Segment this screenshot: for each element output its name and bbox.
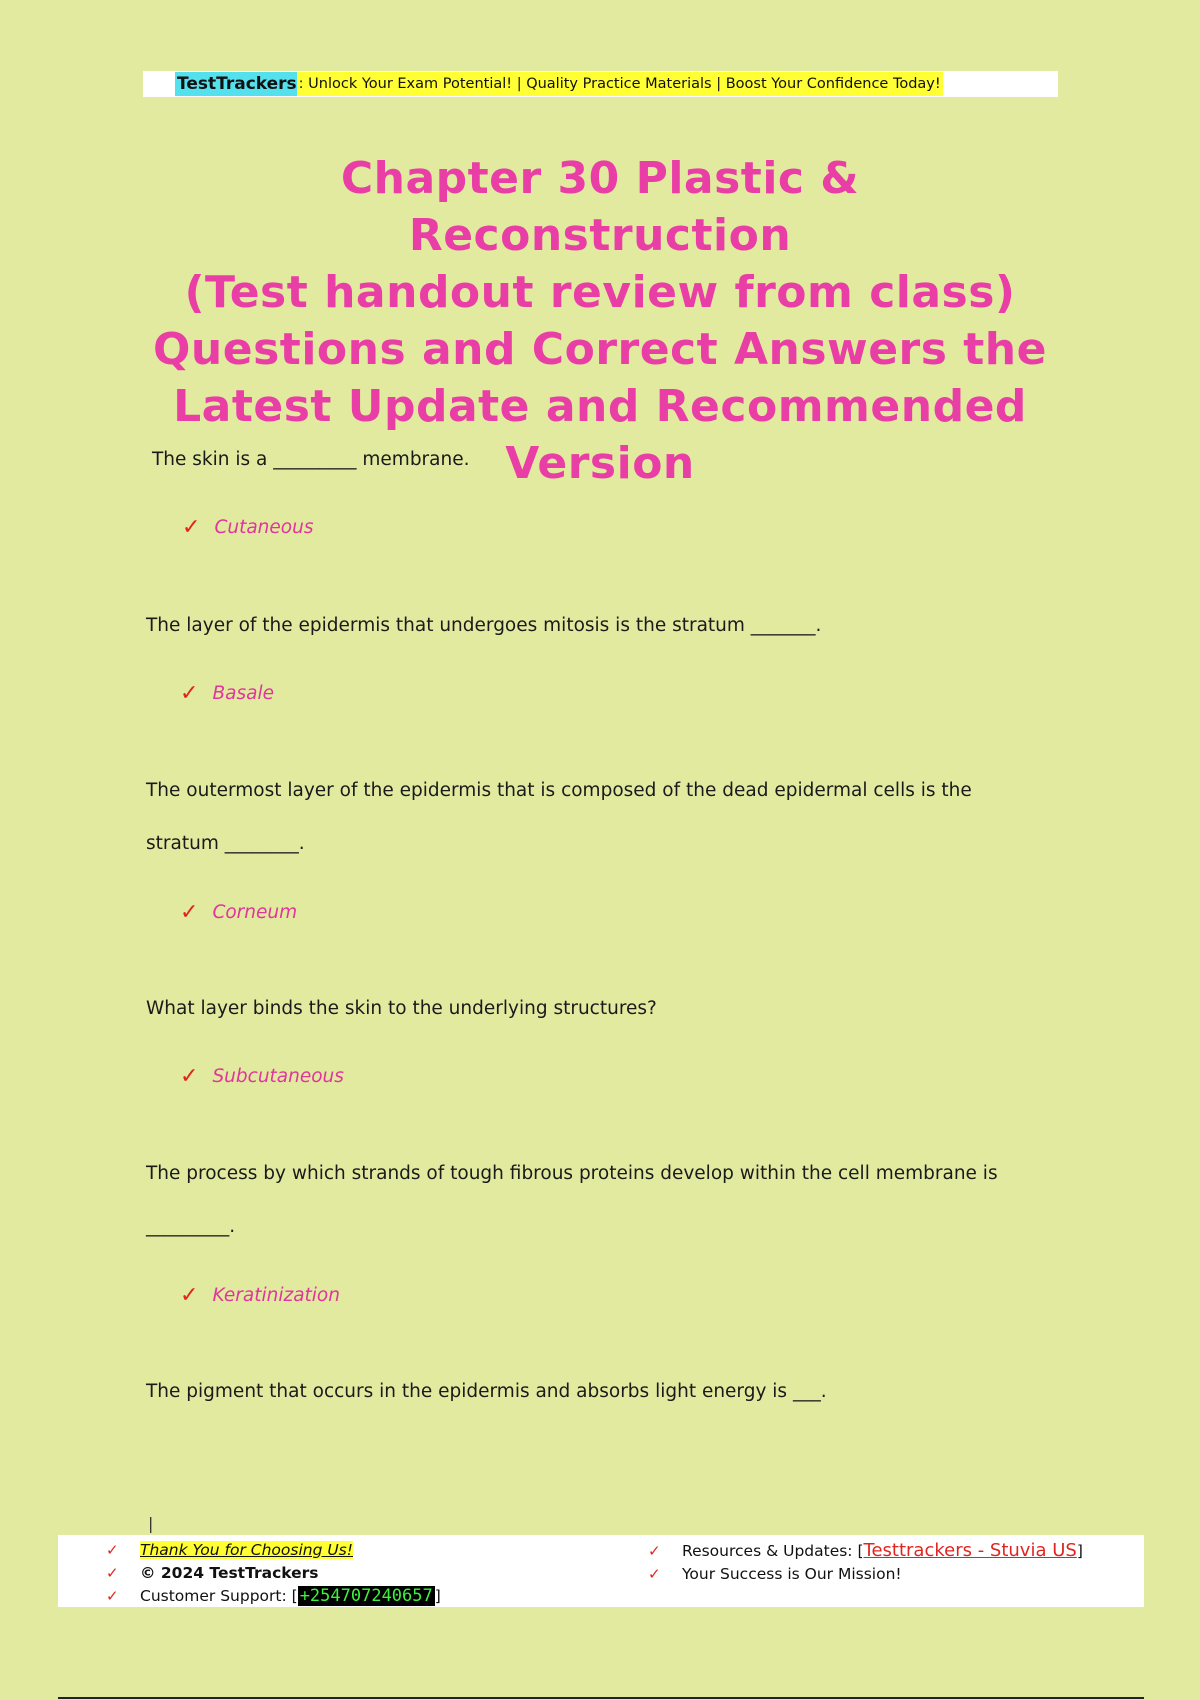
checkmark-icon: ✓ [648,1564,661,1583]
resources-close: ] [1076,1541,1083,1560]
banner-tagline: : Unlock Your Exam Potential! | Quality Practice Materials | Boost Your Confidence Today! [297,72,943,96]
checkmark-icon: ✓ [106,1563,119,1582]
checkmark-icon: ✓ [180,681,199,706]
answer-text: Corneum [212,902,298,923]
question-text: _________. [146,1216,236,1237]
title-line: Latest Update and Recommended [173,381,1027,432]
support-close: ] [434,1586,441,1605]
question-text: What layer binds the skin to the underlying structures? [146,998,657,1019]
mission-text: Your Success is Our Mission! [682,1564,902,1583]
brand-name: TestTrackers [177,74,297,94]
copyright-text: © 2024 TestTrackers [140,1563,319,1582]
title-line: Version [505,438,695,489]
footer-right [648,1539,1083,1585]
question-block [146,599,1046,706]
answer-text: Subcutaneous [212,1066,344,1087]
question-block [146,1147,1046,1308]
answer [180,681,274,706]
resources-link[interactable]: Testtrackers - Stuvia US [863,1540,1077,1561]
answer [180,1064,344,1089]
footer [58,1535,1144,1607]
checkmark-icon: ✓ [180,900,199,925]
answer-text: Cutaneous [214,517,314,538]
footer-left [106,1538,441,1607]
page-bottom-rule [58,1697,1144,1699]
question-text: stratum ________. [146,833,305,854]
support-label: Customer Support: [ [140,1586,298,1605]
question-text: The skin is a _________ membrane. [152,449,470,470]
checkmark-icon: ✓ [648,1541,661,1560]
question-block [146,982,1046,1089]
question-text: The process by which strands of tough fibrous proteins develop within the cell membrane is [146,1163,998,1184]
answer-text: Keratinization [212,1285,340,1306]
footer-row [106,1538,441,1561]
title-line: Questions and Correct Answers the [153,324,1047,375]
answer [180,1283,340,1308]
checkmark-icon: ✓ [180,1064,199,1089]
checkmark-icon: ✓ [106,1540,119,1559]
checkmark-icon: ✓ [180,1283,199,1308]
checkmark-icon: ✓ [182,515,201,540]
question-text: The pigment that occurs in the epidermis and absorbs light energy is ___. [146,1381,827,1402]
thanks-text: Thank You for Choosing Us! [140,1540,353,1559]
answer [180,900,297,925]
title-line: Chapter 30 Plastic & Reconstruction [340,153,860,261]
footer-row [106,1584,441,1607]
footer-row [648,1562,1083,1585]
support-phone[interactable]: +254707240657 [299,1585,433,1606]
question-block [146,1365,1046,1418]
question-block [152,433,1052,540]
answer [182,515,313,540]
resources-label: Resources & Updates: [ [682,1541,864,1560]
question-text: The layer of the epidermis that undergoes mitosis is the stratum _______. [146,615,822,636]
footer-mark: | [148,1514,154,1533]
footer-row [648,1539,1083,1562]
question-block [146,764,1046,925]
answer-text: Basale [212,683,274,704]
footer-row [106,1561,441,1584]
promo-banner [143,71,1058,97]
title-line: (Test handout review from class) [184,267,1016,318]
checkmark-icon: ✓ [106,1586,119,1605]
question-text: The outermost layer of the epidermis that is composed of the dead epidermal cells is the [146,780,972,801]
